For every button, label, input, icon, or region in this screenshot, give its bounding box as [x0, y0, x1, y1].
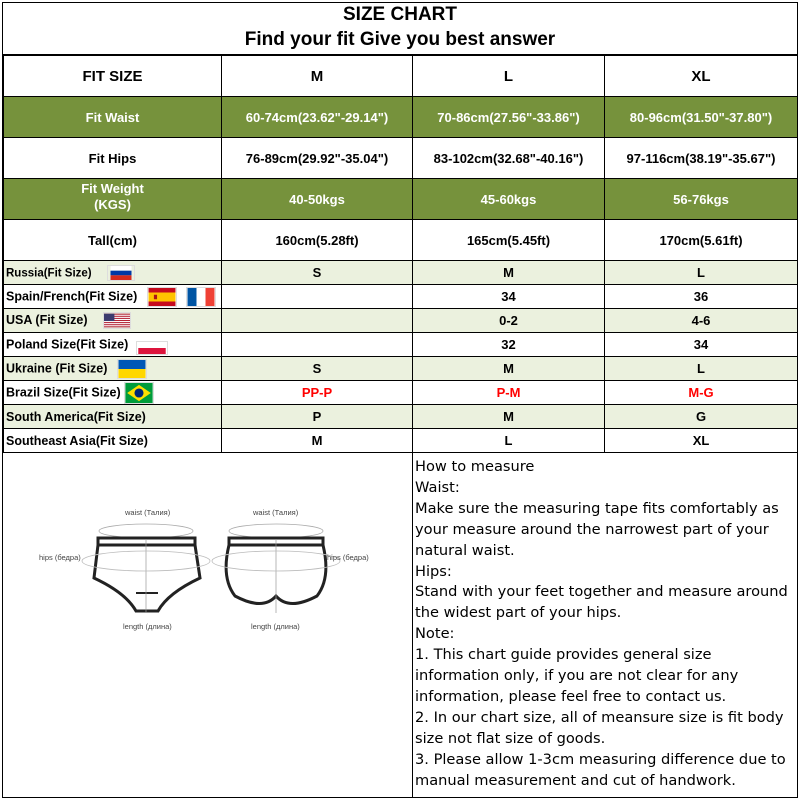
cell: 56-76kgs	[605, 179, 798, 220]
panties-front-drawing	[82, 524, 210, 613]
cell: 165cm(5.45ft)	[413, 220, 605, 261]
brazil-row	[4, 381, 798, 405]
header-row	[4, 56, 798, 97]
page-subtitle: Find your fit Give you best answer	[244, 29, 556, 50]
row-label-text: Ukraine (Fit Size)	[6, 360, 108, 375]
cell: PP-P	[222, 381, 413, 405]
cell: M	[413, 405, 605, 429]
back-hips-label: hips (бедра)	[327, 553, 369, 562]
fit-weight-row	[4, 179, 798, 220]
notes-waist-heading: Waist:	[415, 478, 460, 496]
row-label	[4, 381, 222, 405]
cell: S	[222, 261, 413, 285]
cell: 45-60kgs	[413, 179, 605, 220]
row-label: Fit Waist	[4, 97, 222, 138]
ukraine-row	[4, 357, 798, 381]
measure-section	[3, 453, 797, 797]
brazil-flag-icon	[124, 382, 154, 404]
row-label	[4, 333, 222, 357]
size-table	[3, 55, 798, 453]
notes-heading: How to measure	[415, 458, 535, 475]
row-label-text: USA (Fit Size)	[6, 312, 88, 327]
cell: 4-6	[605, 309, 798, 333]
poland-flag-icon	[136, 341, 168, 355]
cell: 83-102cm(32.68"-40.16")	[413, 138, 605, 179]
cell: 32	[413, 333, 605, 357]
cell: 40-50kgs	[222, 179, 413, 220]
header-size-l: L	[413, 56, 605, 97]
cell: P-M	[413, 381, 605, 405]
notes-item-3: 3. Please allow 1-3cm measuring difference due to manual measurement and cut of handwork.	[415, 750, 786, 789]
cell: 70-86cm(27.56"-33.86")	[413, 97, 605, 138]
size-chart	[2, 2, 798, 798]
cell: L	[605, 261, 798, 285]
row-label-text: Russia(Fit Size)	[6, 266, 92, 279]
header-label: FIT SIZE	[4, 56, 222, 97]
cell: P	[222, 405, 413, 429]
back-waist-label: waist (Талия)	[253, 508, 299, 517]
cell: G	[605, 405, 798, 429]
title-block	[3, 3, 797, 55]
cell	[222, 285, 413, 309]
row-label	[4, 285, 222, 309]
panties-diagram	[3, 453, 411, 653]
row-label	[4, 357, 222, 381]
russia-flag-icon	[107, 265, 135, 281]
southeast-asia-row	[4, 429, 798, 453]
cell: S	[222, 357, 413, 381]
cell: 0-2	[413, 309, 605, 333]
row-label-text: Spain/French(Fit Size)	[6, 288, 138, 303]
usa-flag-icon	[103, 312, 131, 329]
cell: L	[413, 429, 605, 453]
russia-row	[4, 261, 798, 285]
row-label: Southeast Asia(Fit Size)	[4, 429, 222, 453]
cell: XL	[605, 429, 798, 453]
measure-notes	[415, 457, 795, 792]
south-america-row	[4, 405, 798, 429]
row-label	[4, 309, 222, 333]
row-label-line1: Fit Weight	[81, 181, 144, 196]
cell	[222, 309, 413, 333]
page-title: SIZE CHART	[343, 4, 457, 25]
cell: L	[605, 357, 798, 381]
row-label	[4, 179, 222, 220]
cell: M	[222, 429, 413, 453]
measurement-illustration	[3, 453, 413, 797]
poland-row	[4, 333, 798, 357]
cell: 34	[413, 285, 605, 309]
cell: M	[413, 261, 605, 285]
header-size-xl: XL	[605, 56, 798, 97]
ukraine-flag-icon	[117, 359, 147, 379]
header-size-m: M	[222, 56, 413, 97]
cell: 160cm(5.28ft)	[222, 220, 413, 261]
cell: M-G	[605, 381, 798, 405]
france-flag-icon	[186, 287, 216, 307]
cell: 36	[605, 285, 798, 309]
usa-row	[4, 309, 798, 333]
spain-flag-icon	[147, 287, 177, 307]
front-hips-label: hips (бедра)	[39, 553, 81, 562]
cell: 170cm(5.61ft)	[605, 220, 798, 261]
notes-waist-text: Make sure the measuring tape fits comfortably as your measure around the narrowest part of your natural waist.	[415, 499, 779, 559]
cell: M	[413, 357, 605, 381]
notes-item-2: 2. In our chart size, all of meansure size is fit body size not flat size of goods.	[415, 708, 784, 747]
row-label-text: Poland Size(Fit Size)	[6, 336, 129, 351]
row-label-line2: (KGS)	[94, 197, 131, 212]
cell: 76-89cm(29.92"-35.04")	[222, 138, 413, 179]
cell: 80-96cm(31.50"-37.80")	[605, 97, 798, 138]
spain-france-row	[4, 285, 798, 309]
notes-item-1: 1. This chart guide provides general size information only, if you are not clear for any information, please feel free to contact us.	[415, 646, 739, 705]
row-label	[4, 261, 222, 285]
notes-hips-text: Stand with your feet together and measure around the widest part of your hips.	[415, 583, 788, 622]
fit-hips-row	[4, 138, 798, 179]
front-length-label: length (длина)	[123, 622, 172, 631]
cell	[222, 333, 413, 357]
back-length-label: length (длина)	[251, 622, 300, 631]
row-label: South America(Fit Size)	[4, 405, 222, 429]
row-label: Tall(cm)	[4, 220, 222, 261]
front-waist-label: waist (Талия)	[125, 508, 171, 517]
notes-hips-heading: Hips:	[415, 562, 452, 580]
row-label-text: Brazil Size(Fit Size)	[6, 384, 121, 399]
panties-back-drawing	[212, 524, 340, 613]
cell: 34	[605, 333, 798, 357]
cell: 97-116cm(38.19"-35.67")	[605, 138, 798, 179]
cell: 60-74cm(23.62"-29.14")	[222, 97, 413, 138]
tall-row	[4, 220, 798, 261]
notes-note-heading: Note:	[415, 625, 455, 643]
fit-waist-row	[4, 97, 798, 138]
row-label: Fit Hips	[4, 138, 222, 179]
